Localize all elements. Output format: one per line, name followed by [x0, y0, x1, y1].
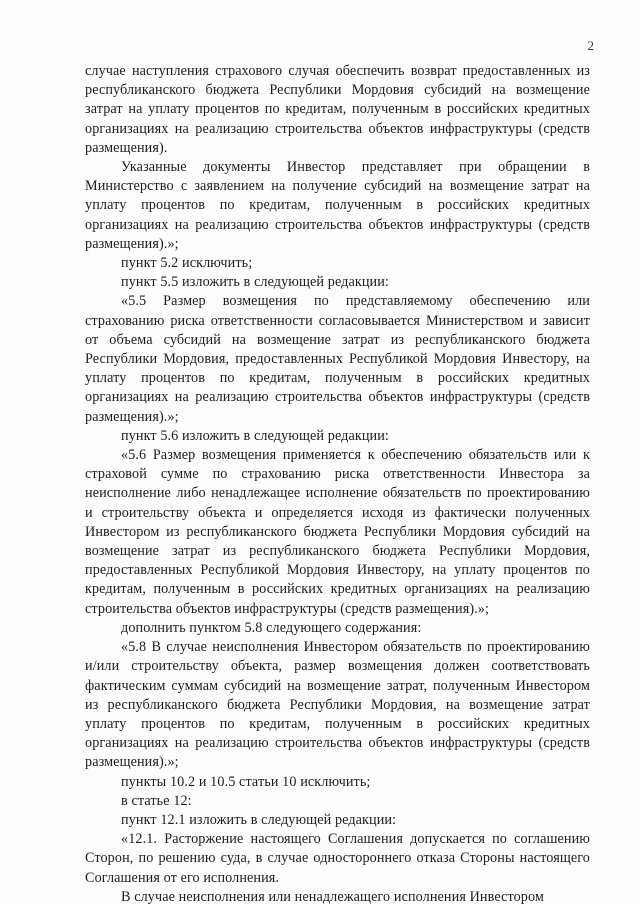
paragraph-clause-5-5: «5.5 Размер возмещения по представляемому обеспечению или страхованию риска ответственности согласовывается Министерством и зависит от объема субсидий на возмещение затрат из республиканского бюджета Республики Мордовия, предоставленных Республикой Мордовия Инвестору, на уплату процентов по кредитам, полученным в российских кредитных организациях на реализацию строительства объектов инфраструктуры (средств размещения).»; [85, 293, 590, 425]
paragraph-clause-12-1-intro: пункт 12.1 изложить в следующей редакции: [121, 811, 397, 828]
paragraph-clause-5-6: «5.6 Размер возмещения применяется к обеспечению обязательств или к страховой сумме по страхованию риска ответственности Инвестора за неисполнение либо ненадлежащее исполнение обязательств по проектированию и строительству объекта и определяется исходя из фактически полученных Инвестором из республиканского бюджета Республики Мордовия субсидий на возмещение затрат из республиканского бюджета Республики Мордовия, предоставленных Республикой Мордовия Инвестору, на уплату процентов по кредитам, полученным в российских кредитных организациях на реализацию строительства объектов инфраструктуры (средств размещения).»; [85, 447, 590, 617]
paragraph-continuation: случае наступления страхового случая обеспечить возврат предоставленных из республиканского бюджета Республики Мордовия субсидий на возмещение затрат на уплату процентов по кредитам, полученным в российских кредитных организациях на реализацию строительства объектов инфраструктуры (средств размещения). [85, 63, 590, 156]
paragraph-clause-5-6-intro: пункт 5.6 изложить в следующей редакции: [121, 427, 389, 444]
paragraph-documents-submission: Указанные документы Инвестор представляет при обращении в Министерство с заявлением на получение субсидий на возмещение затрат на уплату процентов по кредитам, полученным в российских кредитных организациях на реализацию строительства объектов инфраструктуры (средств размещения).»; [85, 159, 590, 252]
paragraph-clauses-10-delete: пункты 10.2 и 10.5 статьи 10 исключить; [121, 773, 371, 790]
paragraph-clause-5-2-delete: пункт 5.2 исключить; [121, 255, 253, 272]
page-number: 2 [587, 38, 594, 53]
paragraph-clause-5-8: «5.8 В случае неисполнения Инвестором обязательств по проектированию и/или строительству объекта, размер возмещения должен соответствовать фактическим суммам субсидий на возмещение затрат, полученным Инвестором из республиканского бюджета Республики Мордовия, на возмещение затрат уплату процентов по кредитам, полученным в российских кредитных организациях на реализацию строительства объектов инфраструктуры (средств размещения).»; [85, 639, 590, 771]
paragraph-clause-12-1: «12.1. Расторжение настоящего Соглашения допускается по соглашению Сторон, по решению суда, в случае одностороннего отказа Стороны настоящего Соглашения от его исполнения. [85, 831, 590, 886]
paragraph-non-performance: В случае неисполнения или ненадлежащего исполнения Инвестором [121, 888, 544, 905]
document-body [85, 62, 590, 907]
paragraph-clause-5-8-intro: дополнить пунктом 5.8 следующего содержания: [121, 619, 422, 636]
paragraph-article-12: в статье 12: [121, 792, 192, 809]
paragraph-clause-5-5-intro: пункт 5.5 изложить в следующей редакции: [121, 274, 389, 291]
